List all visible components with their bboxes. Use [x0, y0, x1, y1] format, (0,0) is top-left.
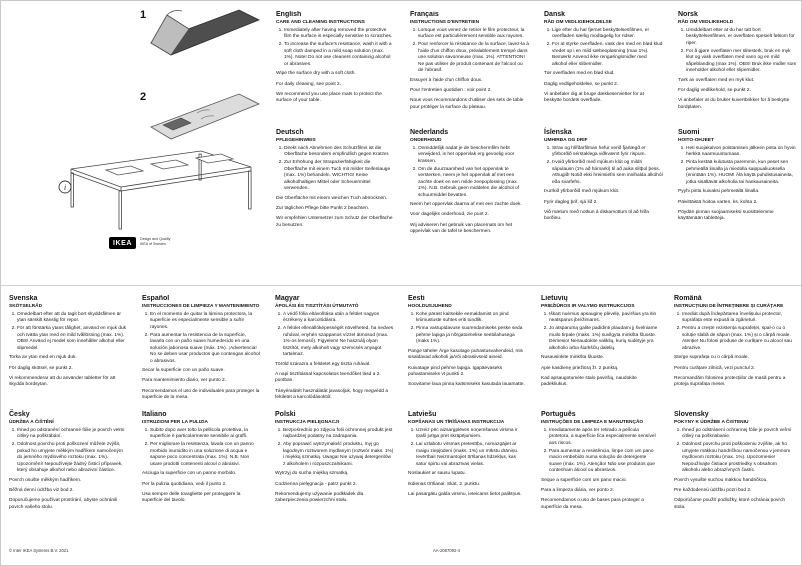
language-name: Deutsch: [276, 129, 304, 136]
note-paragraph: For daglig vedlikehold, se punkt 2.: [678, 87, 751, 93]
document-number: AA-2087092-4: [433, 548, 461, 553]
instruction-point: 2. To increase the surface's resistance, wash it with a soft cloth damped in a mild soap solution (max. 1%). Note! Do not use cleaners containing alcohol or abrasives.: [284, 42, 395, 68]
lang-section-slovensky: [674, 411, 793, 511]
numbered-instructions: [9, 428, 128, 475]
note-paragraph: Þurrkið yfirborðið með mjúkum klút.: [544, 189, 620, 195]
lang-section-islenska: [544, 129, 663, 223]
illustration-panel: [1, 1, 269, 284]
logo-tagline-line1: Design and Quality: [140, 237, 171, 241]
note-paragraph: Lai pasargātu galda virsmu, ieteicams lietot paliktņus.: [408, 491, 522, 497]
column-top-3: [544, 11, 663, 240]
lang-section-francais: [410, 11, 529, 129]
numbered-instructions: [544, 146, 663, 186]
instruction-point: 2. Þvoið yfirborðið með mjúkum klút og mildri sápulausn (1% að hámarki) til að auka slitþol þess. Athugið! Notið ekki hreinsiefni sem innihalda alkóhól eða svarfefni.: [552, 160, 663, 186]
instruction-point: 2. Odolnost povrchu proti poškození můžete zvýšit, pokud ho umyjete měkkým hadříkem namočeným do jemného mýdlového roztoku (max. 1%). Upozornění! Nepoužívejte žádný čisticí přípravek, který obsahuje alkohol nebo abrazivní částice.: [17, 442, 128, 474]
info-icon: [59, 181, 71, 193]
instruction-point: 2. För att förstärka ytans tålighet, använd en mjuk duk och tvätta ytan med en mild tvållösning (max. 1%). OBS! Använd ej medel som innehåller alkohol eller slipmedel.: [17, 326, 128, 352]
note-paragraph: Pour l'entretien quotidien : voir point 2.: [410, 87, 492, 93]
numbered-instructions: [408, 312, 527, 346]
language-name: Norsk: [678, 11, 698, 18]
numbered-instructions: [541, 428, 660, 475]
numbered-instructions: [674, 312, 793, 352]
numbered-instructions: [678, 146, 797, 186]
note-paragraph: Para mantenimiento diario, ver punto 2.: [142, 378, 226, 384]
step-1-number: 1: [140, 9, 147, 21]
note-paragraph: Essuyer à l'aide d'un chiffon doux.: [410, 77, 483, 83]
numbered-instructions: [410, 146, 529, 199]
column-top-4: [678, 11, 797, 240]
section-title: HOOLDUSJUHEND: [408, 303, 452, 309]
brand-block: [109, 237, 170, 249]
section-title: ISTRUZIONI PER LA PULIZIA: [142, 419, 208, 425]
note-paragraph: Daglig vedligeholdelse, se punkt 2.: [544, 81, 619, 87]
note-paragraph: Doporučujeme používat prostírání, abyste ochránili povrch vašeho stolu.: [9, 498, 118, 510]
numbered-instructions: [674, 428, 793, 475]
numbered-instructions: [142, 428, 261, 468]
note-paragraph: Vi anbefaler at du bruker kuvertbrikker for å beskytte bordplaten.: [678, 98, 790, 110]
lang-section-magyar: [275, 295, 394, 411]
section-title: RÅD OM VEDLIGEHOLDELSE: [544, 19, 612, 25]
section-title: POKYNY K ÚDRŽBE A ČISTENIU: [674, 419, 749, 425]
lang-section-norsk: [678, 11, 797, 129]
instruction-point: 2. Odolnosť povrchu proti poškodeniu zvýšite, ak ho umyjete mäkkou handričkou namočenou v jemnom mydlovom roztoku (max. 1%). Upozornenie! Nepoužívajte čistiace prostriedky s obsahom alkoholu alebo abrazívnych častíc.: [682, 442, 793, 474]
note-paragraph: Neem het oppervlak daarna af met een zachte doek.: [410, 201, 522, 207]
note-paragraph: Odporúčame použiť podložky, ktoré ochránia povrch stola.: [674, 498, 786, 510]
note-paragraph: Nous vous recommandons d'utiliser des sets de table pour protéger la surface du plateau.: [410, 98, 524, 110]
note-paragraph: Běžná denní údržba viz bod 2.: [9, 487, 74, 493]
note-paragraph: Apie kasdienę priežiūrą žr. 2 punktą.: [541, 365, 619, 371]
language-name: Español: [142, 295, 170, 302]
instruction-point: 1. Bezpośrednio po zdjęciu folii ochronnej produkt jest najbardziej podatny na zadrapania.: [283, 428, 394, 441]
note-paragraph: Șterge suprafața cu o cârpă moale.: [674, 355, 749, 361]
note-paragraph: För daglig skötsel, se punkt 2.: [9, 365, 73, 371]
note-paragraph: Pange tähele! Ärge kasutage puhastusvahendeid, mis sisaldavad alkoholi ja/või abrasiivseid aineid.: [408, 348, 523, 361]
lang-section-latviesu: [408, 411, 527, 498]
instruction-point: 1. Iškart nuėmus apsauginę plėvelę, paviršius yra itin neatsparus įbrėžimams.: [549, 312, 660, 325]
lang-section-romana: [674, 295, 793, 411]
logo-tagline: [140, 237, 170, 246]
language-name: Lietuvių: [541, 295, 568, 302]
note-paragraph: Recomandăm folosirea protecțiilor de masă pentru a proteja suprafața mesei.: [674, 375, 786, 388]
table-placemats-illustration: [71, 151, 251, 229]
section-title: SKÖTSELRÅD: [9, 303, 43, 309]
instruction-point: 1. Imediatamente após ter retirado a película protetora, a superfície fica especialmente sensível aos riscos.: [549, 428, 660, 447]
language-name: Română: [674, 295, 702, 302]
lang-section-italiano: [142, 411, 261, 505]
note-paragraph: Asciuga la superficie con un panno morbido.: [142, 471, 237, 477]
language-name: Íslenska: [544, 129, 572, 136]
instruction-point: 1. Direkt nach Abnehmen des Schutzfilms ist die Oberfläche besonders empfindlich gegen Kratzer.: [284, 146, 395, 159]
numbered-instructions: [408, 428, 527, 468]
note-paragraph: Seque a superfície com um pano macio.: [541, 477, 627, 483]
table-leg: [249, 171, 252, 209]
note-paragraph: Soovitame laua pinna kaitsmiseks kasutada lauamatte.: [408, 382, 525, 388]
note-paragraph: For daily cleaning, see point 2.: [276, 81, 342, 87]
numbered-instructions: [544, 28, 663, 68]
instruction-point: 2. A felület ellenállóképességét növelheted, ha nedves ruhával, enyhén szappanos vízzel átmosod (max. 1%-os lemosó). Figyelem! Ne használj olyan tisztítót, mely alkoholt vagy szemcsés anyagot tartalmaz.: [283, 326, 394, 358]
numbered-instructions: [142, 312, 261, 365]
wipe-clean-illustration: [151, 94, 259, 139]
section-title: KOPŠANAS UN TĪRĪŠANAS INSTRUKCIJA: [408, 419, 505, 425]
note-paragraph: Wir empfehlen Untersetzer zum Schutz der Oberfläche zu benutzen.: [276, 216, 393, 228]
instruction-point: 2. Aby poprawić wytrzymałość produktu, myj go łagodnym roztworem mydlanym (roztwór maks. 1%) i miękką szmatką. Uwaga! Nie używaj detergentów z alkoholem i rozpuszczalnikami.: [283, 442, 394, 468]
column-bottom-3: [275, 295, 394, 515]
note-paragraph: Pöydän pinnan suojaamiseksi suosittelemme käyttämään tabletteja.: [678, 209, 774, 222]
language-name: Français: [410, 11, 439, 18]
lang-section-cesky: [9, 411, 128, 511]
lang-section-polski: [275, 411, 394, 505]
section-title: INSTRUCTIONS D'ENTRETIEN: [410, 19, 480, 25]
column-top-1: [276, 11, 395, 240]
note-paragraph: Vi rekommenderar att du använder tabletter för att skydda bordsytan.: [9, 375, 116, 388]
language-name: Svenska: [9, 295, 38, 302]
note-paragraph: Wytrzyj do sucha miękką szmatką.: [275, 471, 349, 477]
note-paragraph: Vi anbefaler dig at bruge dækkeservietter for at beskytte bordets overflade.: [544, 91, 644, 104]
section-title: UMHIRÐA OG ÞRIF: [544, 137, 588, 143]
lang-section-portugues: [541, 411, 660, 511]
column-top-2: [410, 11, 529, 240]
lang-section-nederlands: [410, 129, 529, 236]
note-paragraph: Fyrir dagleg þrif, sjá lið 2.: [544, 199, 598, 205]
note-paragraph: Ikdienas tīrīšanai: Skat. 2. punktu.: [408, 481, 481, 487]
note-paragraph: Codzienna pielęgnacja - patrz punkt 2.: [275, 481, 357, 487]
lang-section-english: [276, 11, 395, 129]
instruction-point: 1. Lige efter du har fjernet beskyttelsesfilmen, er overfladen særlig modtagelig for ridser.: [552, 28, 663, 41]
step-2-number: 2: [140, 91, 147, 103]
column-bottom-6: [674, 295, 793, 515]
note-paragraph: Noslaukiet ar sausu lupatu.: [408, 471, 466, 477]
instruction-point: 1. Umiddelbart etter at du har tatt bort beskyttelsesfilmen, er overflaten spesielt følsom for riper.: [686, 28, 797, 47]
numbered-instructions: [9, 312, 128, 352]
numbered-instructions: [541, 312, 660, 352]
lang-section-suomi: [678, 129, 797, 223]
note-paragraph: Die Oberfläche mit einem weichen Tuch abtrocknen.: [276, 195, 388, 201]
numbered-instructions: [275, 312, 394, 359]
section-title: HOITO-OHJEET: [678, 137, 714, 143]
section-title: CARE AND CLEANING INSTRUCTIONS: [276, 19, 365, 25]
language-name: Magyar: [275, 295, 300, 302]
language-name: Česky: [9, 411, 30, 418]
section-title: PFLEGEHINWEIS: [276, 137, 316, 143]
instruction-point: 1. Omedelbart efter att du tagit bort skyddsfilmen är ytan särskilt känslig för repor.: [17, 312, 128, 325]
logo-tagline-line2: IKEA of Sweden: [140, 241, 166, 246]
instruction-point: 2. Para aumentar la resistencia de la superficie, lavarla con un paño suave humedecido en una solución jabonosa suave (máx. 1%). ¡Advertencia! No se deben usar productos que contengan alcohol o abrasivos.: [150, 333, 261, 365]
language-name: Polski: [275, 411, 296, 418]
section-title: INSTRUCȚIUNI DE ÎNTREȚINERE ȘI CURĂȚARE: [674, 303, 784, 309]
column-bottom-2: [142, 295, 261, 515]
column-bottom-4: [408, 295, 527, 515]
lang-section-lietuviu: [541, 295, 660, 411]
note-paragraph: Päivittäistä hoitoa varten, ks. kohta 2.: [678, 199, 758, 205]
instruction-point: 1. Heti suojakalvon poistamisen jälkeen pinta on hyvin herkkä naarmuuntumaan.: [686, 146, 797, 159]
instruction-point: 2. Lai uzlabotu virsmas pretestību, nomazgājiet ar maigu ziepjūdeni (maks. 1%) un mīkstu drāniņu. Ievērībai! Neizmantojiet tīrīšanas līdzekļus, kas satur spirtu vai abrazīvas vielas.: [416, 442, 527, 468]
instruction-point: 2. For at styrke overfladen, vask den med en blød klud vredet op i en mild sæbeopløsning (max 1%). Bemærk! Anvend ikke rengøringsmidler med alkohol eller slibemidler.: [552, 42, 663, 68]
instruction-point: 2. Zur Erhöhung der Strapazierfähigkeit die Oberfläche mit einem Tuch mit milder Seifenlauge (max. 1%) behandeln. WICHTIG! Keine alkoholhaltigen Mittel oder Scheuermittel verwenden.: [284, 160, 395, 192]
instruction-point: 1. Ihneď po odstránení ochrannej fólie je povrch veľmi citlivý na poškriabanie.: [682, 428, 793, 441]
note-paragraph: Tørk av overflaten med en myk klut.: [678, 77, 755, 83]
note-paragraph: Pentru curățare zilnică, vezi punctul 2.: [674, 365, 756, 371]
note-paragraph: Nusausinkite minkšta šluoste.: [541, 355, 605, 361]
section-title: RÅD OM VEDLIKEHOLD: [678, 19, 734, 25]
copyright-text: © Inter IKEA Systems B.V. 2021: [9, 548, 69, 553]
section-title: ÁPOLÁSI ÉS TISZTÍTÁSI ÚTMUTATÓ: [275, 303, 359, 309]
section-title: ÚDRŽBA A ČIŠTĚNÍ: [9, 419, 54, 425]
ikea-logo: IKEA: [109, 237, 136, 249]
instruction-point: 2. Per migliorare la resistenza, lavala con un panno morbido inumidito in una soluzione di acqua e sapone poco concentrata (max. 1%). N.B. Non usare prodotti contenenti alcool o abrasivi.: [150, 442, 261, 468]
note-paragraph: Torka av ytan med en mjuk duk.: [9, 355, 77, 361]
section-divider: [1, 285, 802, 286]
instruction-point: 1. Lorsque vous venez de retirer le film protecteur, la surface est particulièrement sensible aux rayures.: [418, 28, 529, 41]
section-title: PRIEŽIŪROS IR VALYMO INSTRUKCIJOS: [541, 303, 635, 309]
language-name: Slovensky: [674, 411, 709, 418]
language-name: Latviešu: [408, 411, 437, 418]
svg-text:i: i: [63, 182, 67, 192]
instruction-point: 2. Pinna vastupidavuse suurendamiseks peske seda pehme lapiga ja nõrgatoimelise seebilahusega (maks 1%).: [416, 326, 527, 345]
instruction-point: 2. Pour renforcer la résistance de la surface, lavez-la à l'aide d'un chiffon doux, préalablement trempé dans une solution savonneuse (max. 1%). ATTENTION! Ne pas utiliser de produit contenant de l'alcool ou de l'abrasif.: [418, 42, 529, 74]
note-paragraph: Povrch osušte měkkým hadříkem.: [9, 477, 82, 483]
instruction-point: 1. Strax og hlífðarfilman hefur verið fjarlægð er yfirborðið sérstaklega viðkvæmt fyrir rispum.: [552, 146, 663, 159]
note-paragraph: Tør overfladen med en blød klud.: [544, 71, 615, 77]
language-name: Italiano: [142, 411, 167, 418]
numbered-instructions: [276, 146, 395, 193]
lang-section-svenska: [9, 295, 128, 411]
note-paragraph: Kad apsaugotumėte stalo paviršių, naudokite padėkliukus.: [541, 375, 637, 388]
note-paragraph: We recommend you use place mats to protect the surface of your table.: [276, 91, 382, 104]
section-title: ONDERHOUD: [410, 137, 442, 143]
instruction-point: 2. Pentru a crește rezistența suprafeței, spal-o cu o soluție slabă de săpun (max. 1%) și o cârpă moale. Atenție! Nu folosi produse de curățare cu alcool sau abrazive.: [682, 326, 793, 352]
language-name: English: [276, 11, 302, 18]
language-name: Suomi: [678, 129, 700, 136]
section-title: INSTRUÇÕES DE LIMPEZA E MANUTENÇÃO: [541, 419, 644, 425]
lang-section-espanol: [142, 295, 261, 411]
language-name: Eesti: [408, 295, 425, 302]
note-paragraph: Rekomendujemy używanie podkładek dla zabezpieczenia powierzchni stołu.: [275, 491, 364, 504]
instruction-point: 1. Immediately after having removed the protective film the surface is especially sensitive to scratches.: [284, 28, 395, 41]
note-paragraph: Tányéralátét használatát javasoljuk, hogy megvédd a felületet a karcolódásoktól.: [275, 388, 389, 401]
note-paragraph: Povrch vysušte suchou mäkkou handričkou.: [674, 477, 768, 483]
note-paragraph: Usa sempre delle tovagliette per proteggere la superficie del tavolo.: [142, 491, 241, 504]
numbered-instructions: [410, 28, 529, 75]
note-paragraph: Kuivatage pind pehme lapiga. Igapäevaseks puhastamiseks vt punkti 2.: [408, 365, 503, 377]
column-bottom-5: [541, 295, 660, 515]
section-title: INSTRUKCJA PIELĘGNACJI: [275, 419, 340, 425]
note-paragraph: Para a limpeza diária, ver ponto 2.: [541, 487, 615, 493]
table-leg: [119, 191, 122, 229]
lang-section-eesti: [408, 295, 527, 411]
column-bottom-1: [9, 295, 128, 515]
instruction-point: 1. Kohe pärast kaitsekile eemaldamist on pind kriimustuste suhtes eriti tundlik.: [416, 312, 527, 325]
instruction-point: 2. Pinta kestää kulutusta paremmin, kun peset sen pehmeällä liinalla ja miedolla saippualiuoksella (enintään 1%). HUOM! Älä käytä puhdistusaineita, jotka sisältävät alkoholia tai hankausaineita.: [686, 160, 797, 186]
instruction-point: 1. Uzreiz pēc aizsargplēves noņemšanas virsma ir īpaši jutīga pret skrāpējumiem.: [416, 428, 527, 441]
note-paragraph: Recomendamos o uso de bases para proteger a superfície da mesa.: [541, 498, 644, 510]
note-paragraph: Zur täglichen Pflege bitte Punkt 2 beachten.: [276, 205, 370, 211]
lang-section-dansk: [544, 11, 663, 129]
instruction-point: 2. Jo atsparumą galite padidinti plaudami jį švelniame muilo tirpale (maks. 1%) suvilgyta minkšta šluoste. Dėmesio! Nenaudokite valiklių, kurių sudėtyje yra alkoholio arba šiurkščių dalelių.: [549, 326, 660, 352]
bottom-language-columns: [9, 295, 795, 515]
note-paragraph: Recomendamos el uso de individuales para proteger la superficie de la mesa.: [142, 388, 260, 401]
film-peel-illustration: [151, 10, 259, 55]
instruction-point: 2. For å gjøre overflaten mer slitesterk, bruk en myk klut og vask overflaten med vann og en mild såpeblanding (max 1%). OBS! Bruk ikke midler som inneholder alkohol eller slipemidler.: [686, 49, 797, 75]
section-title: INSTRUCCIONES DE LIMPIEZA Y MANTENIMIENTO: [142, 303, 260, 309]
note-paragraph: Wij adviseren het gebruik van placemats om het oppervlak van de tafel te beschermen.: [410, 222, 513, 235]
note-paragraph: A napi tisztítással kapcsolatos teendőket lásd a 2. pontban.: [275, 371, 381, 384]
note-paragraph: Pre každodennú údržbu pozri bod 2.: [674, 487, 752, 493]
numbered-instructions: [275, 428, 394, 468]
note-paragraph: Pyyhi pinta kuivaksi pehmeällä liinalla.: [678, 189, 760, 195]
numbered-instructions: [276, 28, 395, 68]
instruction-point: 2. Para aumentar a resistência, limpe com um pano macio embebido numa solução de detergente suave (máx. 1%). Atenção! Não use produtos que contenham álcool ou abrasivos.: [549, 449, 660, 475]
table-leg: [71, 173, 73, 207]
note-paragraph: Töröld szárazra a felületet egy tiszta ruhával.: [275, 361, 371, 367]
note-paragraph: Við mælum með notkun á diskamottum til að hlífa borðinu.: [544, 209, 649, 222]
note-paragraph: Voor dagelijks onderhoud, zie punt 2.: [410, 212, 489, 218]
instruction-point: 1. Imediat după îndepărtarea învelișului protector, suprafața este expusă la zgârieturi.: [682, 312, 793, 325]
language-name: Dansk: [544, 11, 566, 18]
instruction-point: 1. Onmiddellijk nadat je de beschermfilm hebt verwijderd, is het oppervlak erg gevoelig voor krassen.: [418, 146, 529, 165]
instruction-point: 1. Subito dopo aver tolto la pellicola protettiva, la superficie è particolarmente sensibile ai graffi.: [150, 428, 261, 441]
language-name: Português: [541, 411, 576, 418]
numbered-instructions: [678, 28, 797, 75]
instruction-point: 1. En el momento de quitar la lámina protectora, la superficie es especialmente sensible a sufrir rayones.: [150, 312, 261, 331]
instruction-point: 2. Om de duurzaamheid van het oppervlak te versterken, neem je het oppervlak af met een zachte doek en een milde zeepoplossing (max. 1%). N.B. Gebruik geen middelen die alcohol of schuurmiddel bevatten.: [418, 167, 529, 199]
top-language-columns: [276, 11, 797, 240]
lang-section-deutsch: [276, 129, 395, 229]
language-name: Nederlands: [410, 129, 449, 136]
note-paragraph: Per la pulizia quotidiana, vedi il punto 2.: [142, 481, 227, 487]
instruction-point: 1. A védő fólia eltávolítása után a felület nagyon érzékeny a karcolódásra.: [283, 312, 394, 325]
instruction-point: 1. Ihned po odstranění ochranné fólie je povrch velmi citlivý na poškrábání.: [17, 428, 128, 441]
note-paragraph: Wipe the surface dry with a soft cloth.: [276, 71, 356, 77]
note-paragraph: Secar la superficie con un paño suave.: [142, 367, 225, 373]
